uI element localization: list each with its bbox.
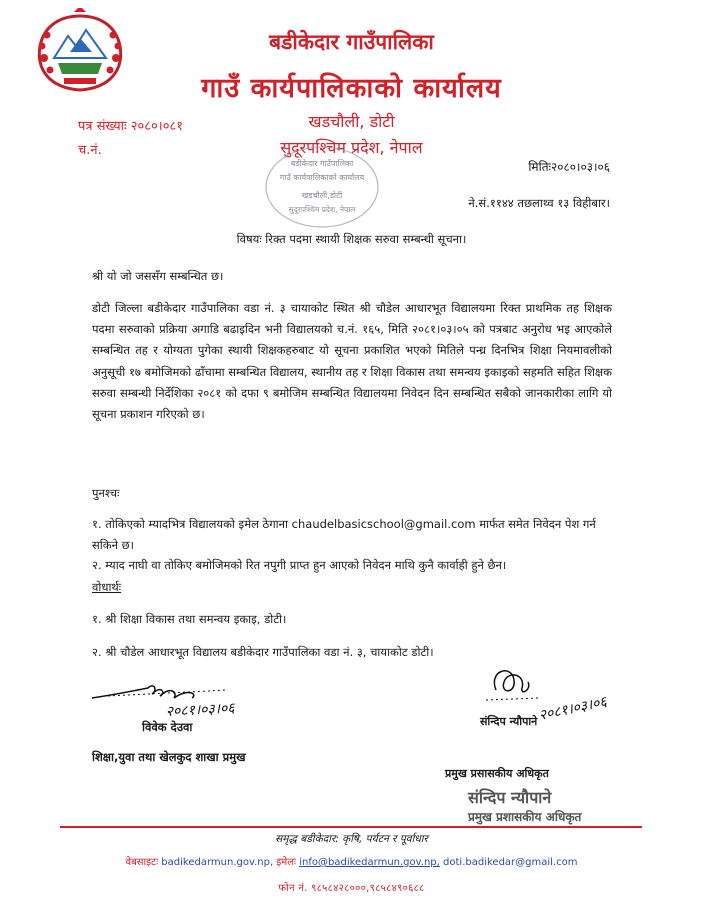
left-signature (88, 676, 288, 724)
stamp-designation: प्रमुख प्रशासकीय अधिकृत (468, 810, 582, 824)
office-name-line1: बडीकेदार गाउँपालिका (269, 30, 434, 54)
website-link[interactable]: badikedarmun.gov.np, (161, 857, 274, 868)
seal-line-2: गाउँ कार्यपालिकाको कार्यालय (279, 173, 365, 182)
letter-date: मितिः२०८०।०३।०६ (528, 160, 610, 174)
left-signature-date: २०८१।०३।०६ (165, 700, 235, 720)
email-link-doti[interactable]: doti.badikedar@gmail.com (443, 857, 578, 868)
postscript-item-1: १. तोकिएको म्यादभित्र विद्यालयको इमेल ठेगाना chaudelbasicschool@gmail.com मार्फत समेत निवेदन पेश गर्न सकिने छ। (92, 517, 596, 552)
cc-label: वोधार्थः (92, 580, 122, 594)
footer-motto: समृद्ध बडीकेदार: कृषि, पर्यटन र पूर्वाधार (275, 833, 428, 845)
nepal-sambat-date: ने.सं.११४४ तछलाथ्व १३ विहीबार। (468, 196, 610, 210)
left-signatory-designation: शिक्षा,युवा तथा खेलकुद शाखा प्रमुख (92, 750, 246, 764)
cc-item-1: १. श्री शिक्षा विकास तथा समन्वय इकाइ, डोटी। (92, 612, 287, 626)
letter-body: डोटी जिल्ला बडीकेदार गाउँपालिका वडा नं. ३ चायाकोट स्थित श्री चौडेल आधारभूत विद्यालयमा रिक्त प्राथमिक तह शिक्षक पदमा सरुवाको प्रक्रिया अगाडि बढाइदिन भनी विद्यालयको च.नं. १६५, मिति २०८१।०३।०५ को पत्रबाट अनुरोध भइ आएकोले सम्बन्धित तह र योग्यता पुगेका स्थायी शिक्षकहरुबाट यो सूचना प्रकाशित भएको मितिले पन्ध्र दिनभित्र शिक्षा नियमावलीको अनुसूची १७ बमोजिमको ढाँचामा सम्बन्धित विद्यालय, स्थानीय तह र शिक्षा विकास तथा समन्वय इकाइको सहमति सहित शिक्षक सरुवा सम्बन्धी निर्देशिका २०८१ को दफा ९ बमोजिम सम्बन्धित विद्यालयमा निवेदन दिन सम्बन्धित सबैको जानकारीका लागि यो सूचना प्रकाशन गरिएको छ। (92, 301, 612, 422)
office-seal-stamp (262, 142, 382, 232)
right-signatory-designation: प्रमुख प्रसासकीय अधिकृत (445, 767, 549, 780)
footer-contact-line (0, 854, 703, 868)
website-label: वेबसाइटः (125, 857, 159, 868)
right-signature-date: २०८१।०३।०६ (537, 693, 609, 724)
seal-line-4: सुदूरपश्चिम प्रदेश, नेपाल (288, 205, 356, 214)
office-address-line2: सुदूरपश्चिम प्रदेश, नेपाल (280, 138, 423, 157)
left-signatory-name: विवेक देउवा (142, 720, 193, 734)
letter-subject: विषयः रिक्त पदमा स्थायी शिक्षक सरुवा सम्बन्धी सूचना। (236, 232, 467, 246)
stamp-name: संन्दिप न्यौपाने (468, 788, 552, 807)
footer-divider (60, 826, 642, 828)
cc-item-2: २. श्री चौडेल आधारभूत विद्यालय बडीकेदार गाउँपालिका वडा नं. ३, चायाकोट डोटी। (92, 645, 434, 659)
seal-line-3: खडचौली,डोटी (301, 191, 343, 200)
letter-greeting: श्री यो जो जससँग सम्बन्धित छ। (92, 269, 224, 283)
postscript-label: पुनश्चः (92, 486, 120, 500)
right-signatory-name: संन्दिप न्यौपाने (480, 715, 538, 728)
letter-number: पत्र संख्याः २०८०।०८१ (78, 119, 183, 134)
seal-line-1: बडीकेदार गाउँपालिका (290, 159, 354, 168)
phone-numbers: फोन नं. ९८५८४२८०००,९८५८४९०६८८ (278, 883, 425, 894)
email-label: इमेलः (276, 857, 297, 868)
office-name-line2: गाउँ कार्यपालिकाको कार्यालय (201, 73, 502, 104)
dispatch-number: च.नं. (78, 143, 102, 158)
email-link-info[interactable]: info@badikedarmun.gov.np, (299, 857, 440, 868)
name-stamp (468, 786, 581, 825)
footer-phone (0, 880, 703, 894)
office-address-line1: खडचौली, डोटी (308, 112, 395, 131)
postscript-item-2: २. म्याद नाघी वा तोकिए बमोजिमको रित नपुगी प्राप्त हुन आएको निवेदन माथि कुनै कार्वाही हुने छैन। (92, 558, 507, 572)
